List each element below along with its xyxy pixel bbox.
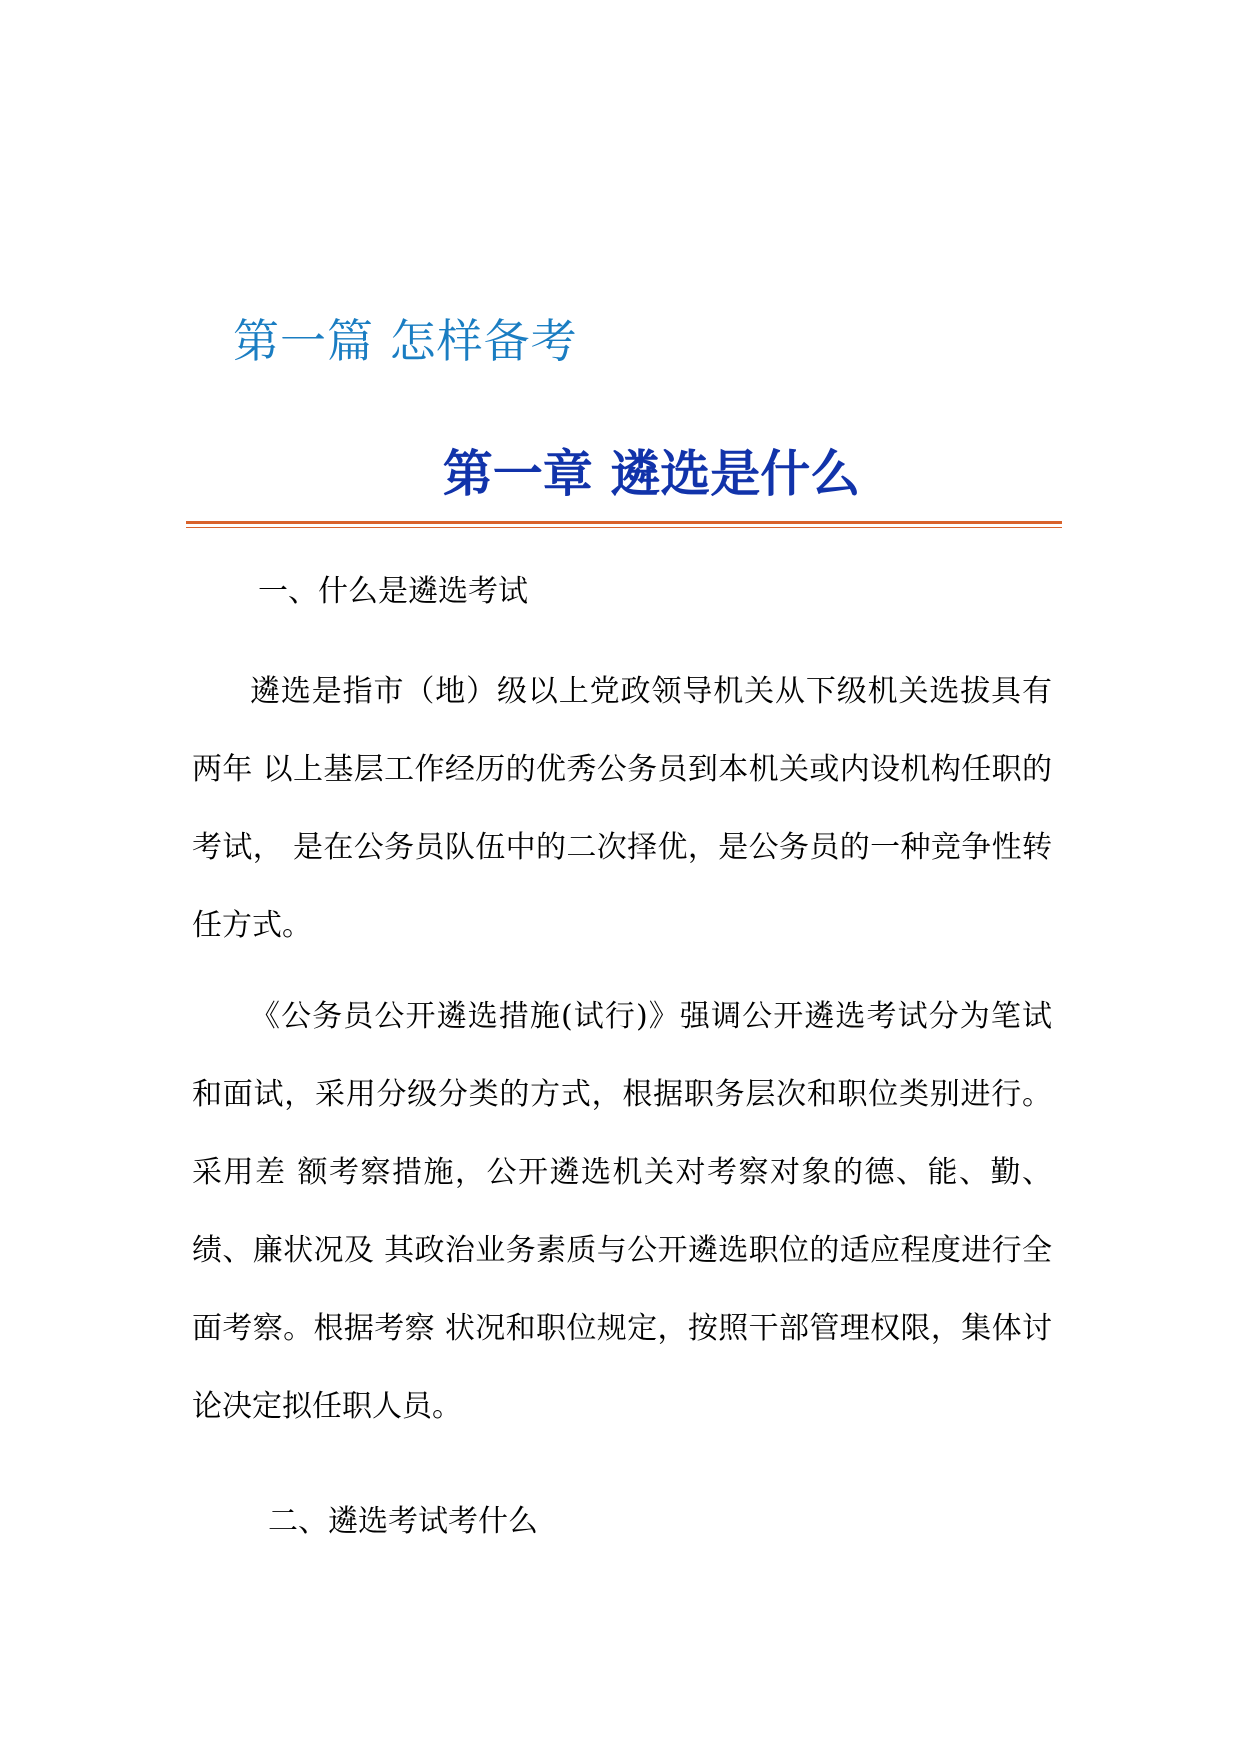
chapter-divider-thin xyxy=(186,527,1062,528)
section-heading-1: 一、什么是遴选考试 xyxy=(258,574,528,609)
chapter-divider-thick xyxy=(186,521,1062,524)
chapter-title: 第一章 遴选是什么 xyxy=(442,445,861,503)
part-title: 第一篇 怎样备考 xyxy=(233,314,578,368)
paragraph-2: 《公务员公开遴选措施(试行)》强调公开遴选考试分为笔试和面试，采用分级分类的方式，根据职务层次和职位类别进行。采用差 额考察措施，公开遴选机关对考察对象的德、能、勤、绩、廉状况及 其政治业务素质与公开遴选职位的适应程度进行全面考察。根据考察 状况和职位规定，按照干部管理权限，集体讨论决定拟任职人员。 xyxy=(192,999,1052,1424)
paragraph-1: 遴选是指市（地）级以上党政领导机关从下级机关选拔具有两年 以上基层工作经历的优秀公务员到本机关或内设机构任职的考试， 是在公务员队伍中的二次择优，是公务员的一种竞争性转任方式。 xyxy=(192,674,1052,943)
section-heading-2: 二、遴选考试考什么 xyxy=(268,1504,538,1539)
